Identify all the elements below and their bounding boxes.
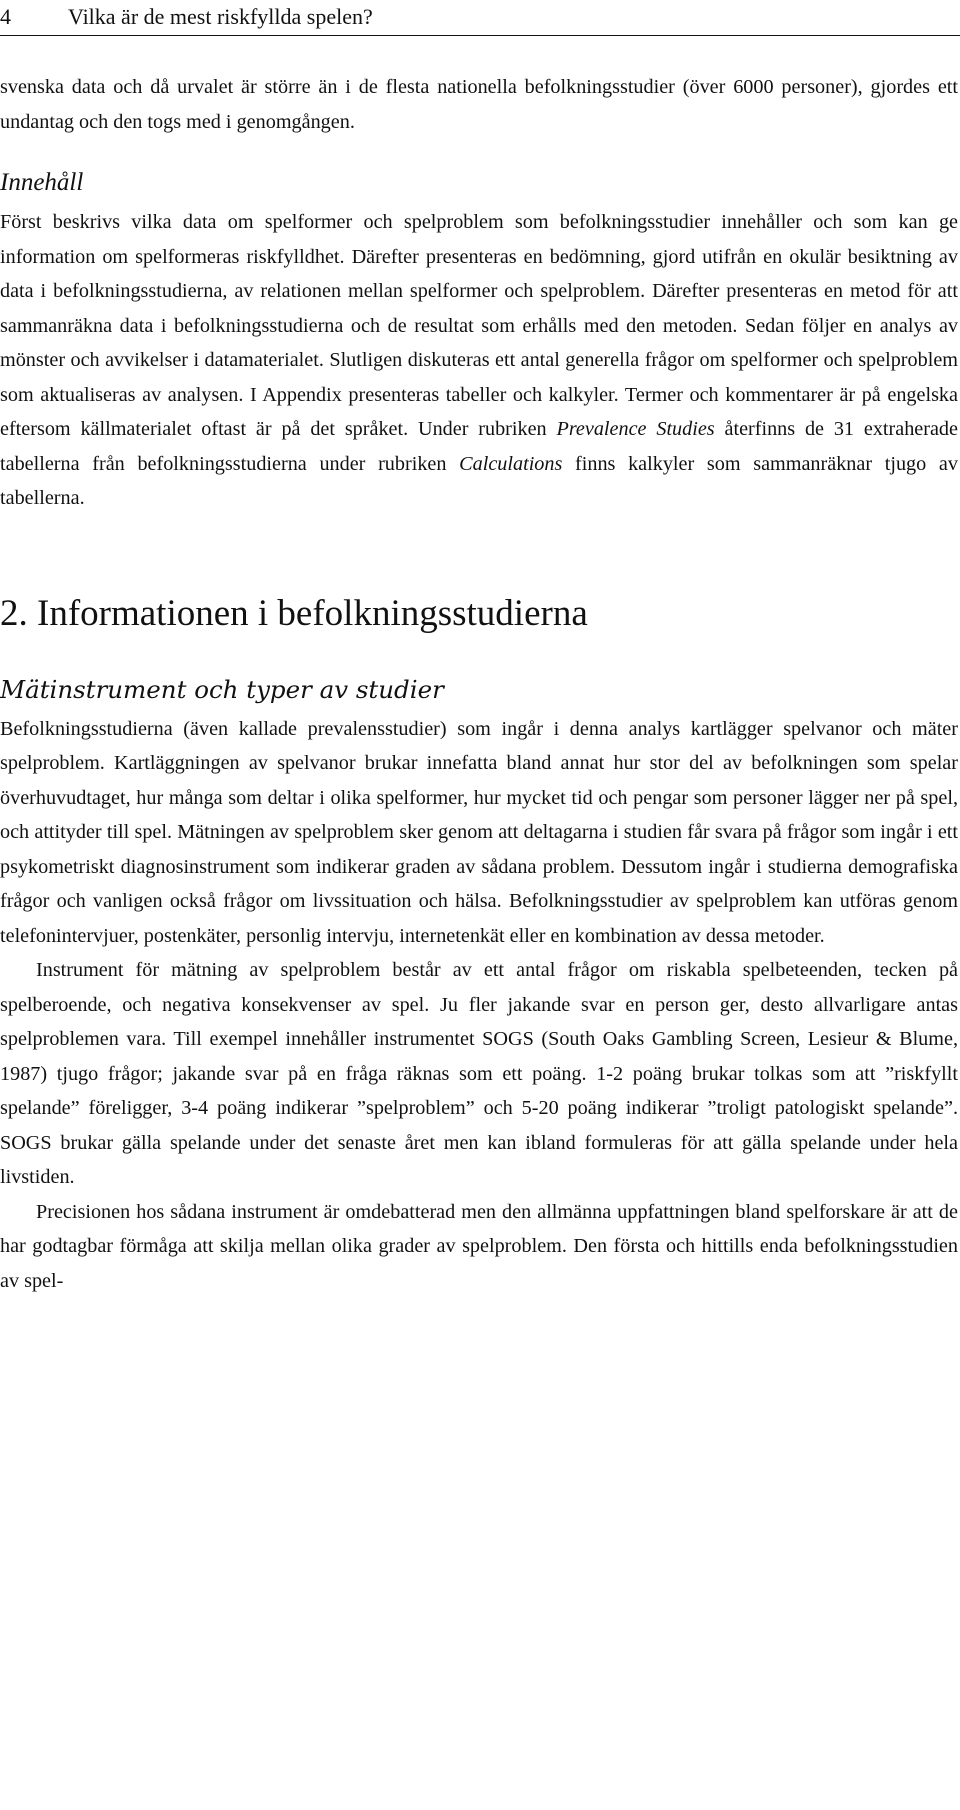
innehall-italic-calculations: Calculations	[459, 452, 563, 475]
innehall-text-3: finns kalkyler som sammanräknar tjugo av tabellerna.	[0, 452, 958, 509]
section-heading-matinstrument: Mätinstrument och typer av studier	[0, 674, 444, 704]
header-rule	[0, 35, 960, 36]
matinstrument-paragraph-3: Precisionen hos sådana instrument är omdebatterad men den allmänna uppfattningen bland spelforskare är att de har godtagbar förmåga att skilja mellan olika grader av spelproblem. Den första och hittills enda befolkningsstudien av spel-	[0, 1200, 958, 1292]
intro-paragraph: svenska data och då urvalet är större än i de flesta nationella befolkningsstudier (över 6000 personer), gjordes ett undantag och den togs med i genomgången.	[0, 76, 958, 133]
innehall-text-2: återfinns de 31 extraherade tabellerna från befolkningsstudierna under rubriken	[0, 418, 958, 475]
chapter-heading: 2. Informationen i befolkningsstudierna	[0, 592, 588, 634]
matinstrument-paragraph-1: Befolkningsstudierna (även kallade prevalensstudier) som ingår i denna analys kartlägger spelvanor och mäter spelproblem. Kartläggningen av spelvanor brukar innefatta bland annat hur stor del av befolkningen som spelar överhuvudtaget, hur många som deltar i olika spelformer, hur mycket tid och pengar som personer lägger ner på spel, och attityder till spel. Mätningen av spelproblem sker genom att deltagarna i studien får svara på frågor som ingår i ett psykometriskt diagnosinstrument som indikerar graden av sådana problem. Dessutom ingår i studierna demografiska frågor och vanligen också frågor om livssituation och hälsa. Befolkningsstudier av spelproblem kan utföras genom telefonintervjuer, postenkäter, personlig intervju, internetenkät eller en kombination av dessa metoder.	[0, 717, 958, 947]
running-title: Vilka är de mest riskfyllda spelen?	[68, 4, 373, 29]
page-header	[0, 0, 960, 36]
section-heading-innehall: Innehåll	[0, 169, 84, 196]
matinstrument-paragraph-2: Instrument för mätning av spelproblem består av ett antal frågor om riskabla spelbeteenden, tecken på spelberoende, och negativa konsekvenser av spel. Ju fler jakande svar en person ger, desto allvarligare antas spelproblemen vara. Till exempel innehåller instrumentet SOGS (South Oaks Gambling Screen, Lesieur & Blume, 1987) tjugo frågor; jakande svar på en fråga räknas som ett poäng. 1-2 poäng brukar tolkas som att ”riskfyllt spelande” föreligger, 3-4 poäng indikerar ”spelproblem” och 5-20 poäng indikerar ”troligt patologiskt spelande”. SOGS brukar gälla spelande under det senaste året men kan ibland formuleras för att gälla spelande under hela livstiden.	[0, 959, 958, 1188]
innehall-italic-prevalence: Prevalence Studies	[556, 418, 715, 440]
page-number: 4	[0, 4, 11, 29]
innehall-paragraph	[0, 205, 958, 516]
page-body	[0, 70, 958, 1298]
innehall-text-1: Först beskrivs vilka data om spelformer och spelproblem som befolkningsstudier innehåller och som kan ge information om spelformeras riskfylldhet. Därefter presenteras en bedömning, gjord utifrån en okulär besiktning av data i befolkningsstudierna, av relationen mellan spelformer och spelproblem. Därefter presenteras en metod för att sammanräkna data i befolkningsstudierna och de resultat som erhålls med den metoden. Sedan följer en analys av mönster och avvikelser i datamaterialet. Slutligen diskuteras ett antal generella frågor om spelformer och spelproblem som aktualiseras av analysen. I Appendix presenteras tabeller och kalkyler. Termer och kommentarer är på engelska eftersom källmaterialet oftast är på det språket. Under rubriken	[0, 211, 958, 440]
